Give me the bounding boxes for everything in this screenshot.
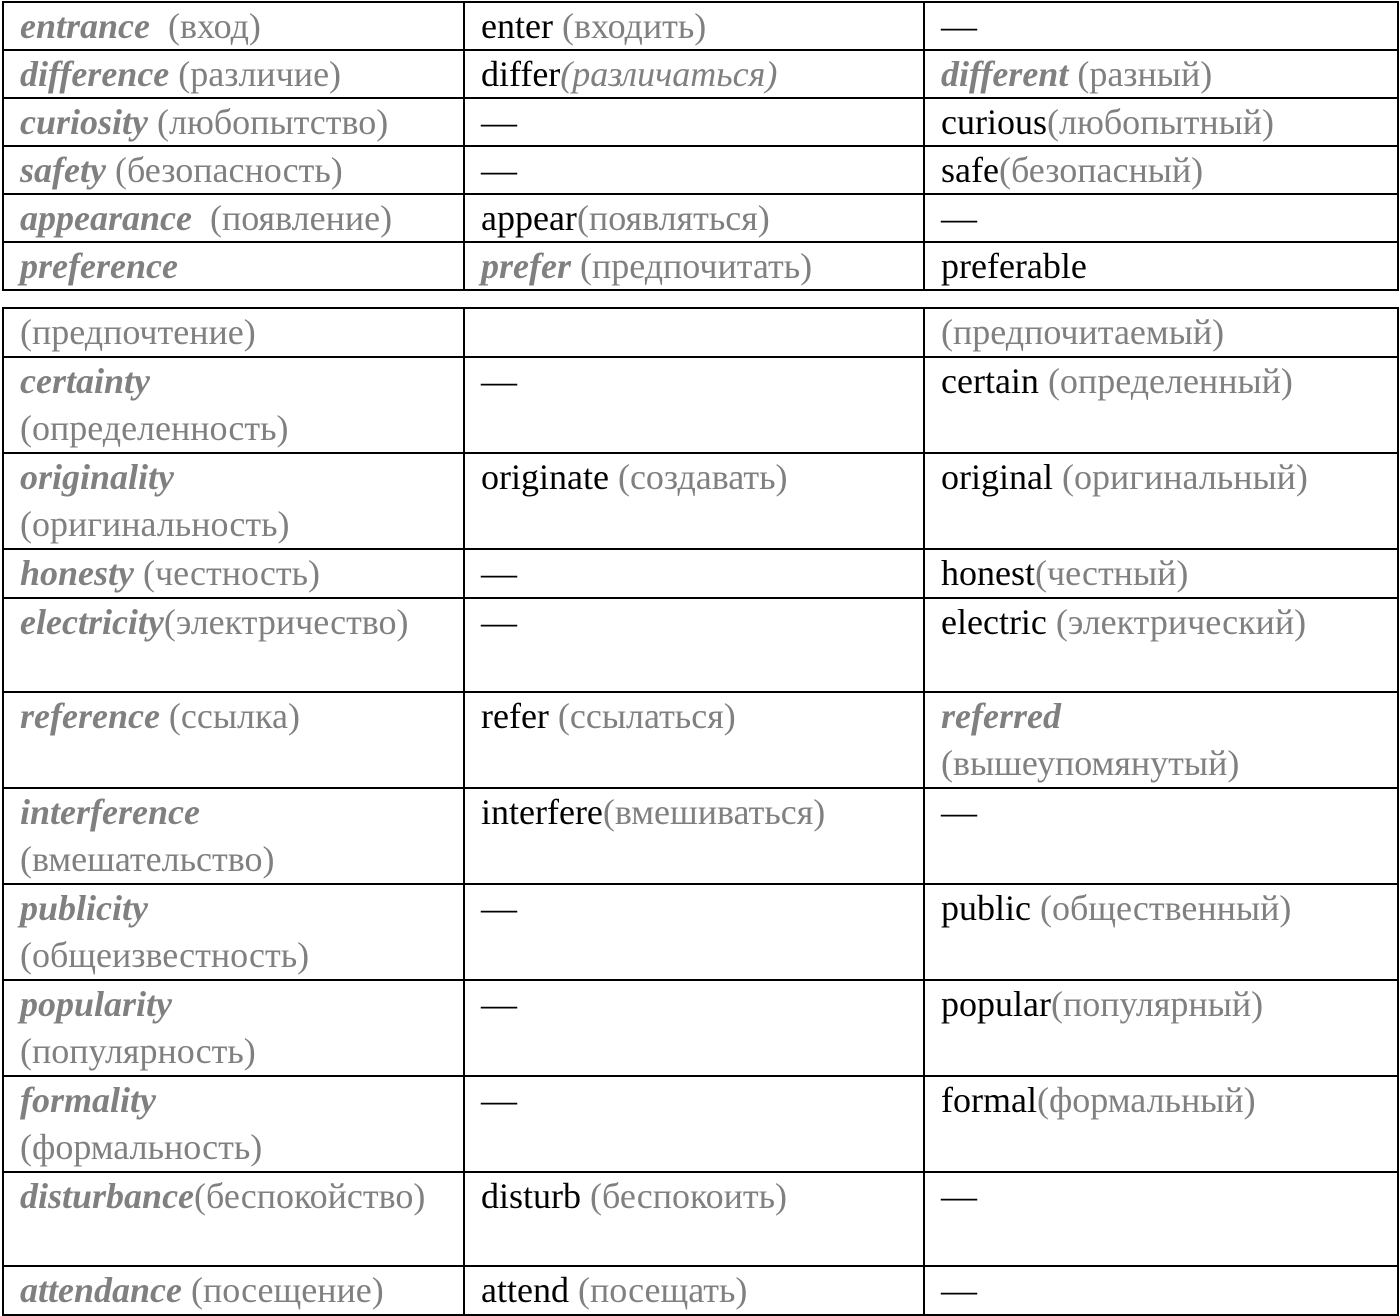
verb-cell xyxy=(464,98,924,146)
noun-cell xyxy=(3,598,464,692)
verb-word: — xyxy=(481,602,517,642)
noun-translation: (формальность) xyxy=(20,1127,263,1167)
noun-word: popularity xyxy=(20,984,173,1024)
adjective-translation: (формальный) xyxy=(1036,1080,1256,1120)
adjective-cell xyxy=(924,788,1398,884)
verb-cell xyxy=(464,242,924,290)
noun-cell xyxy=(3,692,464,788)
adjective-cell xyxy=(924,146,1398,194)
noun-word: reference xyxy=(20,696,160,736)
adjective-cell xyxy=(924,308,1398,357)
table-row xyxy=(3,50,1398,98)
adjective-translation: (любопытный) xyxy=(1046,102,1275,142)
adjective-translation: (честный) xyxy=(1035,553,1189,593)
adjective-cell xyxy=(924,242,1398,290)
noun-cell xyxy=(3,1172,464,1266)
verb-word: refer xyxy=(481,696,549,736)
adjective-word: referred xyxy=(941,696,1061,736)
adjective-cell xyxy=(924,598,1398,692)
verb-translation: (входить) xyxy=(552,6,707,46)
noun-cell xyxy=(3,98,464,146)
verb-translation: (предпочитать) xyxy=(570,246,813,286)
noun-translation: (предпочтение) xyxy=(20,312,256,352)
noun-cell xyxy=(3,453,464,549)
noun-translation: (определенность) xyxy=(20,408,289,448)
verb-word: — xyxy=(481,1080,517,1120)
noun-word: formality xyxy=(20,1080,156,1120)
noun-word: preference xyxy=(20,246,178,286)
adjective-translation: (оригинальный) xyxy=(1052,457,1308,497)
verb-word: interfere xyxy=(481,792,603,832)
verb-cell xyxy=(464,308,924,357)
noun-word: electricity xyxy=(20,602,164,642)
word-formation-table-part2 xyxy=(2,307,1399,1316)
table-row xyxy=(3,2,1398,50)
noun-translation: (безопасность) xyxy=(105,150,343,190)
verb-translation: (ссылаться) xyxy=(548,696,736,736)
table-row xyxy=(3,98,1398,146)
noun-translation: (общеизвестность) xyxy=(20,935,310,975)
adjective-cell xyxy=(924,980,1398,1076)
noun-word: attendance xyxy=(20,1270,182,1310)
table-row xyxy=(3,598,1398,692)
adjective-word: curious xyxy=(941,102,1047,142)
table-row xyxy=(3,194,1398,242)
adjective-word: certain xyxy=(941,361,1039,401)
verb-word: appear xyxy=(481,198,577,238)
table-row xyxy=(3,242,1398,290)
adjective-word: popular xyxy=(941,984,1051,1024)
verb-word: — xyxy=(481,984,517,1024)
noun-translation: (вмешательство) xyxy=(20,839,275,879)
verb-word: differ xyxy=(481,54,561,94)
verb-cell xyxy=(464,788,924,884)
adjective-cell xyxy=(924,1076,1398,1172)
noun-word: originality xyxy=(20,457,175,497)
noun-cell xyxy=(3,357,464,453)
adjective-translation: (разный) xyxy=(1068,54,1213,94)
verb-cell xyxy=(464,1076,924,1172)
table-row xyxy=(3,1172,1398,1266)
verb-cell xyxy=(464,146,924,194)
adjective-word: — xyxy=(941,1176,977,1216)
adjective-cell xyxy=(924,194,1398,242)
adjective-translation: (общественный) xyxy=(1030,888,1292,928)
adjective-translation: (безопасный) xyxy=(998,150,1204,190)
adjective-cell xyxy=(924,357,1398,453)
noun-cell xyxy=(3,2,464,50)
noun-word: entrance xyxy=(20,6,150,46)
verb-translation: (создавать) xyxy=(608,457,788,497)
table-row xyxy=(3,1076,1398,1172)
word-formation-table-part1 xyxy=(2,1,1399,291)
adjective-cell xyxy=(924,1172,1398,1266)
noun-cell xyxy=(3,1076,464,1172)
noun-translation: (любопытство) xyxy=(148,102,389,142)
adjective-translation: (определенный) xyxy=(1038,361,1293,401)
noun-cell xyxy=(3,308,464,357)
verb-translation: (вмешиваться) xyxy=(602,792,826,832)
adjective-cell xyxy=(924,98,1398,146)
table-row xyxy=(3,884,1398,980)
noun-word: honesty xyxy=(20,553,135,593)
noun-word: certainty xyxy=(20,361,150,401)
adjective-cell xyxy=(924,884,1398,980)
noun-translation: (посещение) xyxy=(181,1270,384,1310)
adjective-word: public xyxy=(941,888,1031,928)
adjective-translation: (популярный) xyxy=(1050,984,1264,1024)
adjective-word: safe xyxy=(941,150,999,190)
adjective-cell xyxy=(924,50,1398,98)
verb-word: — xyxy=(481,553,517,593)
verb-word: — xyxy=(481,361,517,401)
verb-translation: (беспокоить) xyxy=(581,1176,788,1216)
adjective-word: formal xyxy=(941,1080,1037,1120)
noun-cell xyxy=(3,549,464,598)
noun-word: disturbance xyxy=(20,1176,195,1216)
adjective-word: — xyxy=(941,792,977,832)
adjective-word: honest xyxy=(941,553,1035,593)
verb-word: — xyxy=(481,102,517,142)
verb-word: originate xyxy=(481,457,609,497)
noun-word: curiosity xyxy=(20,102,149,142)
verb-word: attend xyxy=(481,1270,569,1310)
table-row xyxy=(3,692,1398,788)
adjective-word: original xyxy=(941,457,1053,497)
noun-translation: (различие) xyxy=(169,54,342,94)
verb-word: — xyxy=(481,888,517,928)
noun-translation: (ссылка) xyxy=(159,696,300,736)
adjective-word: different xyxy=(941,54,1069,94)
adjective-translation: (электрический) xyxy=(1046,602,1307,642)
noun-translation: (оригинальность) xyxy=(20,504,290,544)
verb-word: prefer xyxy=(481,246,571,286)
table-row xyxy=(3,308,1398,357)
noun-cell xyxy=(3,884,464,980)
verb-word: — xyxy=(481,150,517,190)
noun-cell xyxy=(3,194,464,242)
noun-translation: (вход) xyxy=(150,6,261,46)
noun-translation: (появление) xyxy=(191,198,393,238)
adjective-translation: (вышеупомянутый) xyxy=(941,743,1240,783)
noun-cell xyxy=(3,146,464,194)
verb-cell xyxy=(464,50,924,98)
adjective-word: preferable xyxy=(941,246,1087,286)
noun-word: appearance xyxy=(20,198,192,238)
noun-word: publicity xyxy=(20,888,148,928)
table-row xyxy=(3,788,1398,884)
adjective-word: — xyxy=(941,198,977,238)
verb-cell xyxy=(464,549,924,598)
verb-cell xyxy=(464,453,924,549)
table-row xyxy=(3,980,1398,1076)
adjective-cell xyxy=(924,692,1398,788)
adjective-word: — xyxy=(941,1270,977,1310)
verb-cell xyxy=(464,884,924,980)
noun-cell xyxy=(3,242,464,290)
adjective-word: — xyxy=(941,6,977,46)
noun-cell xyxy=(3,50,464,98)
adjective-cell xyxy=(924,549,1398,598)
noun-translation: (популярность) xyxy=(20,1031,256,1071)
noun-word: interference xyxy=(20,792,200,832)
table-row xyxy=(3,453,1398,549)
verb-translation: (посещать) xyxy=(568,1270,748,1310)
noun-word: safety xyxy=(20,150,106,190)
verb-cell xyxy=(464,980,924,1076)
adjective-cell xyxy=(924,453,1398,549)
noun-cell xyxy=(3,788,464,884)
noun-translation: (честность) xyxy=(134,553,320,593)
table-row xyxy=(3,549,1398,598)
noun-translation: (беспокойство) xyxy=(194,1176,426,1216)
noun-cell xyxy=(3,980,464,1076)
adjective-word: electric xyxy=(941,602,1047,642)
verb-cell xyxy=(464,357,924,453)
verb-translation: (различаться) xyxy=(560,54,778,94)
verb-word: disturb xyxy=(481,1176,582,1216)
table-row xyxy=(3,146,1398,194)
verb-cell xyxy=(464,2,924,50)
adjective-cell xyxy=(924,2,1398,50)
noun-translation: (электричество) xyxy=(163,602,409,642)
table-row xyxy=(3,357,1398,453)
verb-cell xyxy=(464,598,924,692)
verb-word: enter xyxy=(481,6,553,46)
verb-cell xyxy=(464,1172,924,1266)
verb-cell xyxy=(464,692,924,788)
verb-translation: (появляться) xyxy=(576,198,770,238)
verb-cell xyxy=(464,194,924,242)
adjective-translation: (предпочитаемый) xyxy=(941,312,1225,352)
noun-word: difference xyxy=(20,54,170,94)
